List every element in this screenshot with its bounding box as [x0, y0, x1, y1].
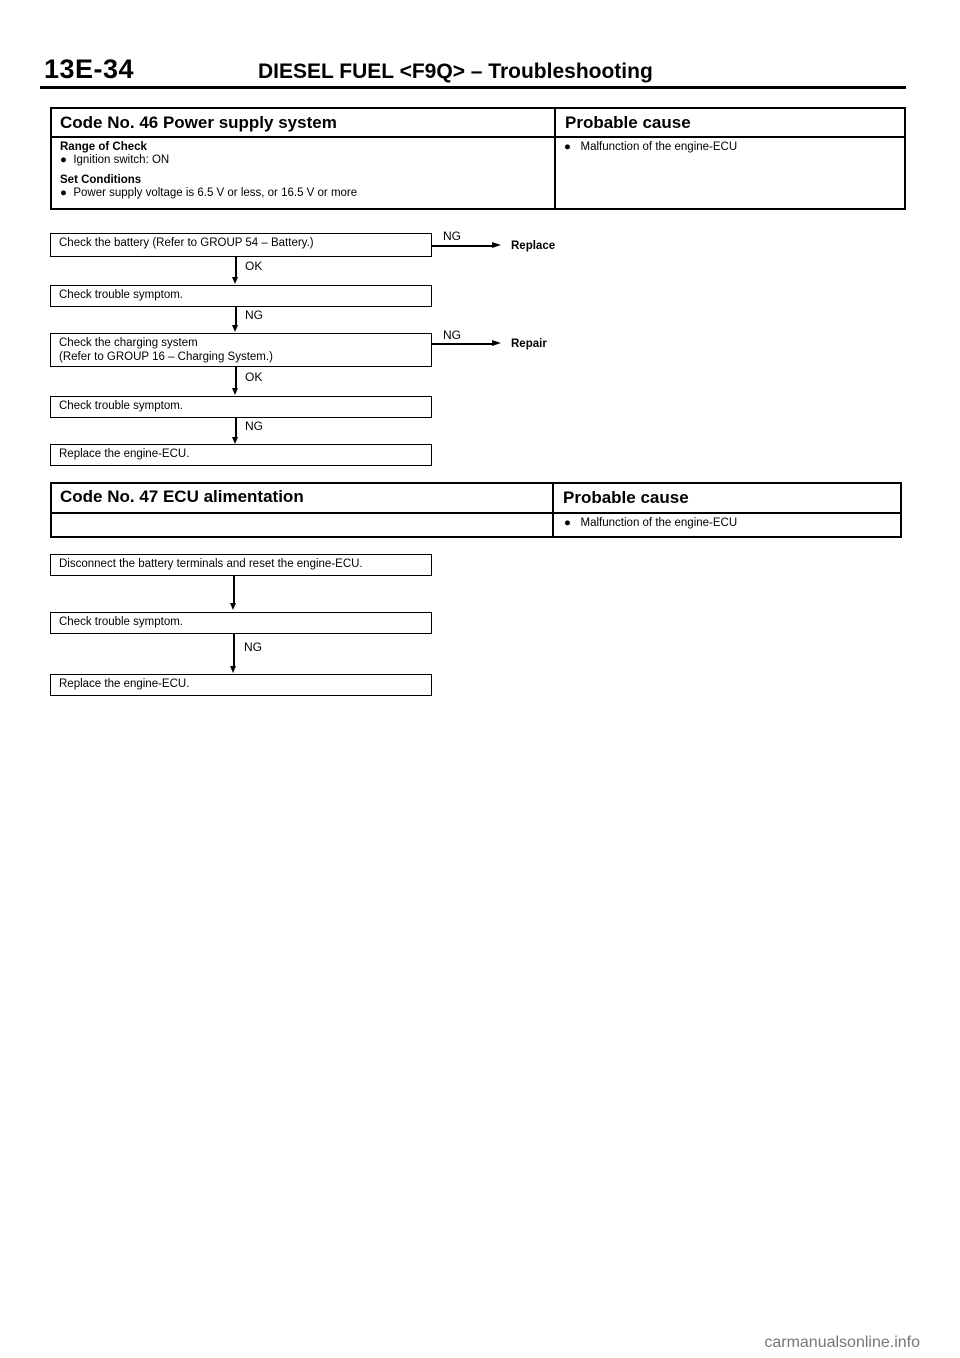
flow46-ok1-arrow — [232, 277, 238, 284]
flow46-ng2-line — [235, 307, 237, 326]
flow46-step2-box: Check trouble symptom. — [50, 285, 432, 307]
range-of-check-heading: Range of Check — [60, 141, 147, 153]
flow46-ng1-arrow — [492, 242, 501, 248]
page-title: DIESEL FUEL <F9Q> – Troubleshooting — [258, 60, 653, 83]
code46-cause-item: ● Malfunction of the engine-ECU — [564, 141, 738, 153]
code47-header-divider — [50, 512, 902, 514]
flow46-step3-box — [50, 333, 432, 367]
flow46-result-repair: Repair — [511, 338, 547, 350]
flow47-ng2-line — [233, 634, 235, 667]
flow46-ok1-label: OK — [245, 259, 263, 273]
flow46-step4-box: Check trouble symptom. — [50, 396, 432, 418]
flow47-step2-box: Check trouble symptom. — [50, 612, 432, 634]
flow46-result-replace: Replace — [511, 240, 556, 252]
code47-cause-item: ● Malfunction of the engine-ECU — [564, 517, 738, 529]
flow46-ng4-line — [235, 418, 237, 438]
code46-probable-cause-heading: Probable cause — [565, 113, 691, 132]
code46-column-divider — [554, 107, 556, 210]
range-of-check-item: ● Ignition switch: ON — [60, 154, 170, 166]
flow46-ng1-label: NG — [443, 229, 461, 243]
range-item-text: Ignition switch: ON — [73, 154, 170, 166]
flow46-ng3-label: NG — [443, 328, 461, 342]
code47-probable-cause-heading: Probable cause — [563, 488, 689, 507]
code46-header-divider — [50, 136, 906, 138]
flow46-step5-box: Replace the engine-ECU. — [50, 444, 432, 466]
flow46-ok1-line — [235, 257, 237, 278]
header-rule — [40, 86, 906, 89]
code47-column-divider — [552, 482, 554, 538]
flow46-ng4-arrow — [232, 437, 238, 444]
set-conditions-heading: Set Conditions — [60, 174, 142, 186]
flow47-arrow1-line — [233, 576, 235, 604]
flow46-ng4-label: NG — [245, 419, 263, 433]
flow46-ng3-line — [432, 343, 494, 345]
flow47-ng2-label: NG — [244, 640, 262, 654]
code46-title: Code No. 46 Power supply system — [60, 113, 337, 132]
flow46-ok3-label: OK — [245, 370, 263, 384]
flow47-arrow1-head — [230, 603, 236, 610]
flow46-ok3-arrow — [232, 388, 238, 395]
flow46-ng2-arrow — [232, 325, 238, 332]
flow46-ng3-arrow — [492, 340, 501, 346]
flow47-ng2-arrow — [230, 666, 236, 673]
flow47-step1-box: Disconnect the battery terminals and reset the engine-ECU. — [50, 554, 432, 576]
flow46-step3-line1: Check the charging system — [59, 337, 198, 349]
code46-cause-text: Malfunction of the engine-ECU — [580, 141, 738, 153]
flow46-step1-box: Check the battery (Refer to GROUP 54 – Battery.) — [50, 233, 432, 257]
set-conditions-item: ● Power supply voltage is 6.5 V or less, or 16.5 V or more — [60, 187, 358, 199]
code47-title: Code No. 47 ECU alimentation — [60, 487, 304, 506]
footer-watermark: carmanualsonline.info — [764, 1334, 920, 1351]
flow46-ng2-label: NG — [245, 308, 263, 322]
flow46-step3-line2: (Refer to GROUP 16 – Charging System.) — [59, 351, 273, 363]
page-number: 13E-34 — [44, 54, 135, 84]
set-item-text: Power supply voltage is 6.5 V or less, or 16.5 V or more — [73, 187, 358, 199]
flow46-ok3-line — [235, 367, 237, 389]
flow47-step3-box: Replace the engine-ECU. — [50, 674, 432, 696]
flow46-ng1-line — [432, 245, 494, 247]
code47-cause-text: Malfunction of the engine-ECU — [580, 517, 738, 529]
